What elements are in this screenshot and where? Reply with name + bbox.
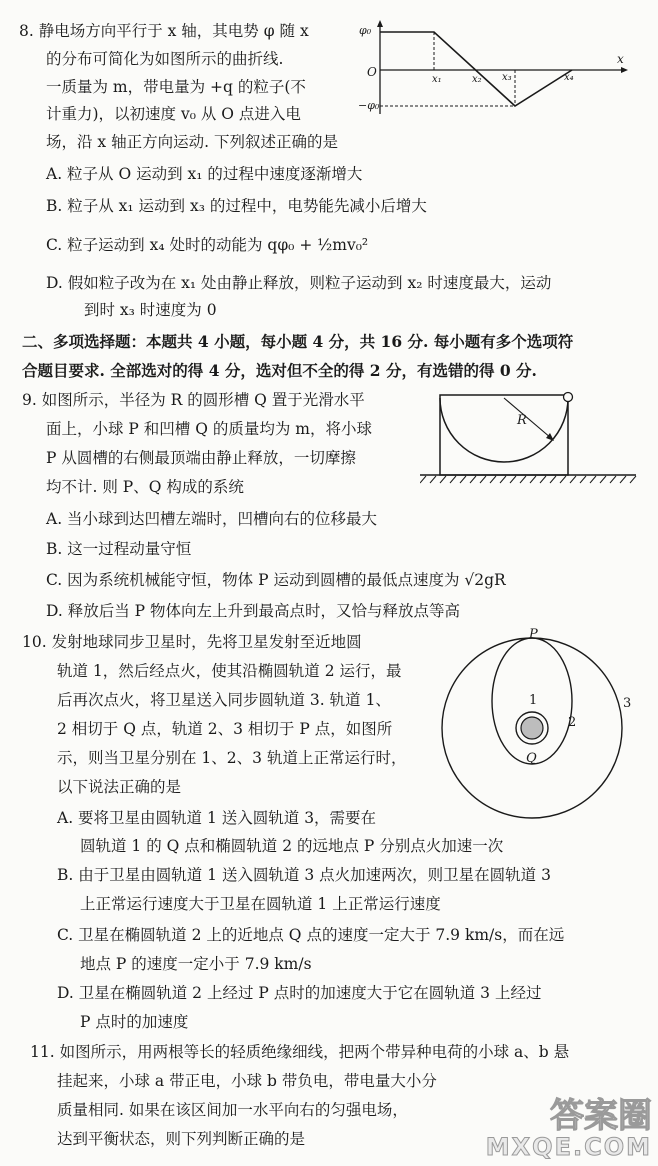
q10-option-b-cont: 上正常运行速度大于卫星在圆轨道 1 上正常运行速度: [80, 895, 441, 913]
q9-stem-line: 均不计. 则 P、Q 构成的系统: [46, 478, 244, 496]
orbit-1-label: 1: [529, 693, 538, 708]
q10-stem-line: 10. 发射地球同步卫星时，先将卫星发射至近地圆: [22, 633, 362, 651]
q8-option-b: B. 粒子从 x₁ 运动到 x₃ 的过程中，电势能先减小后增大: [46, 197, 427, 215]
x-axis-label: x: [617, 52, 624, 66]
q11-stem-line: 11. 如图所示，用两根等长的轻质绝缘细线，把两个带异种电荷的小球 a、b 悬: [30, 1043, 570, 1061]
q8-stem-line: 场，沿 x 轴正方向运动. 下列叙述正确的是: [46, 133, 338, 151]
x1-label: x₁: [432, 74, 442, 85]
q8-option-c: C. 粒子运动到 x₄ 处时的动能为 qφ₀ + ½mv₀²: [46, 236, 369, 254]
q10-option-a-cont: 圆轨道 1 的 Q 点和椭圆轨道 2 的远地点 P 分别点火加速一次: [80, 837, 504, 855]
phi0-label: φ₀: [359, 24, 372, 37]
q9-option-a: A. 当小球到达凹槽左端时，凹槽向右的位移最大: [46, 510, 378, 528]
q9-stem-line: 面上，小球 P 和凹槽 Q 的质量均为 m，将小球: [46, 420, 372, 438]
q8-option-d-cont: 到时 x₃ 时速度为 0: [84, 301, 217, 319]
q10-stem-line: 轨道 1，然后经点火，使其沿椭圆轨道 2 运行，最: [57, 662, 402, 680]
point-p-label: P: [529, 627, 538, 642]
ground-hatch: [420, 476, 636, 483]
q10-stem-line: 2 相切于 Q 点，轨道 2、3 相切于 P 点，如图所: [57, 720, 393, 738]
q11-stem-line: 达到平衡状态，则下列判断正确的是: [57, 1130, 306, 1148]
q10-option-d-cont: P 点时的加速度: [80, 1013, 189, 1031]
x3-label: x₃: [502, 72, 512, 83]
x4-label: x₄: [564, 72, 574, 83]
neg-phi0-label: −φ₀: [358, 99, 380, 112]
q10-option-b: B. 由于卫星由圆轨道 1 送入圆轨道 3 点火加速两次，则卫星在圆轨道 3: [57, 866, 551, 884]
watermark-line-2: MXQE.COM: [485, 1133, 652, 1161]
q9-option-d: D. 释放后当 P 物体向左上升到最高点时，又恰与释放点等高: [46, 602, 461, 620]
section-2-line: 二、多项选择题：本题共 4 小题，每小题 4 分，共 16 分. 每小题有多个选项符: [22, 332, 574, 351]
earth: [521, 717, 543, 739]
q8-stem-line: 的分布可简化为如图所示的曲折线.: [46, 50, 284, 68]
q11-stem-line: 质量相同. 如果在该区间加一水平向右的匀强电场，: [57, 1101, 408, 1119]
q10-option-a: A. 要将卫星由圆轨道 1 送入圆轨道 3，需要在: [57, 809, 377, 827]
orbit-figure: [433, 622, 638, 831]
watermark-line-1: 答案圈: [550, 1096, 652, 1136]
watermark-logo: [486, 1098, 652, 1160]
q10-stem-line: 以下说法正确的是: [57, 778, 182, 796]
q8-option-d: D. 假如粒子改为在 x₁ 处由静止释放，则粒子运动到 x₂ 时速度最大，运动: [46, 274, 552, 292]
q10-option-c: C. 卫星在椭圆轨道 2 上的近地点 Q 点的速度一定大于 7.9 km/s，而在远: [57, 926, 565, 944]
q8-stem-line: 8. 静电场方向平行于 x 轴，其电势 φ 随 x: [19, 22, 309, 40]
potential-graph: [358, 18, 630, 134]
orbit-2-label: 2: [568, 715, 577, 730]
q10-option-d: D. 卫星在椭圆轨道 2 上经过 P 点时的加速度大于它在圆轨道 3 上经过: [57, 984, 542, 1002]
q8-option-a: A. 粒子从 O 运动到 x₁ 的过程中速度逐渐增大: [46, 165, 363, 183]
q10-stem-line: 示，则当卫星分别在 1、2、3 轨道上正常运行时，: [57, 749, 407, 767]
origin-label: O: [367, 65, 377, 79]
x2-label: x₂: [472, 74, 482, 85]
q9-option-b: B. 这一过程动量守恒: [46, 540, 192, 558]
point-q-label: Q: [526, 751, 537, 766]
section-2-line: 合题目要求. 全部选对的得 4 分，选对但不全的得 2 分，有选错的得 0 分.: [22, 361, 537, 380]
q9-option-c: C. 因为系统机械能守恒，物体 P 运动到圆槽的最低点速度为 √2gR: [46, 571, 506, 589]
radius-label: R: [517, 413, 527, 428]
q10-stem-line: 后再次点火，将卫星送入同步圆轨道 3. 轨道 1、: [57, 691, 391, 709]
q11-stem-line: 挂起来，小球 a 带正电，小球 b 带负电，带电量大小分: [57, 1072, 437, 1090]
q9-stem-line: P 从圆槽的右侧最顶端由静止释放，一切摩擦: [46, 449, 356, 467]
q10-option-c-cont: 地点 P 的速度一定小于 7.9 km/s: [80, 955, 312, 973]
q8-stem-line: 一质量为 m，带电量为 +q 的粒子(不: [46, 78, 306, 96]
orbit-3-label: 3: [623, 696, 632, 711]
q8-stem-line: 计重力)，以初速度 v₀ 从 O 点进入电: [46, 105, 301, 123]
groove-figure: [420, 388, 638, 488]
q9-stem-line: 9. 如图所示，半径为 R 的圆形槽 Q 置于光滑水平: [22, 391, 365, 409]
